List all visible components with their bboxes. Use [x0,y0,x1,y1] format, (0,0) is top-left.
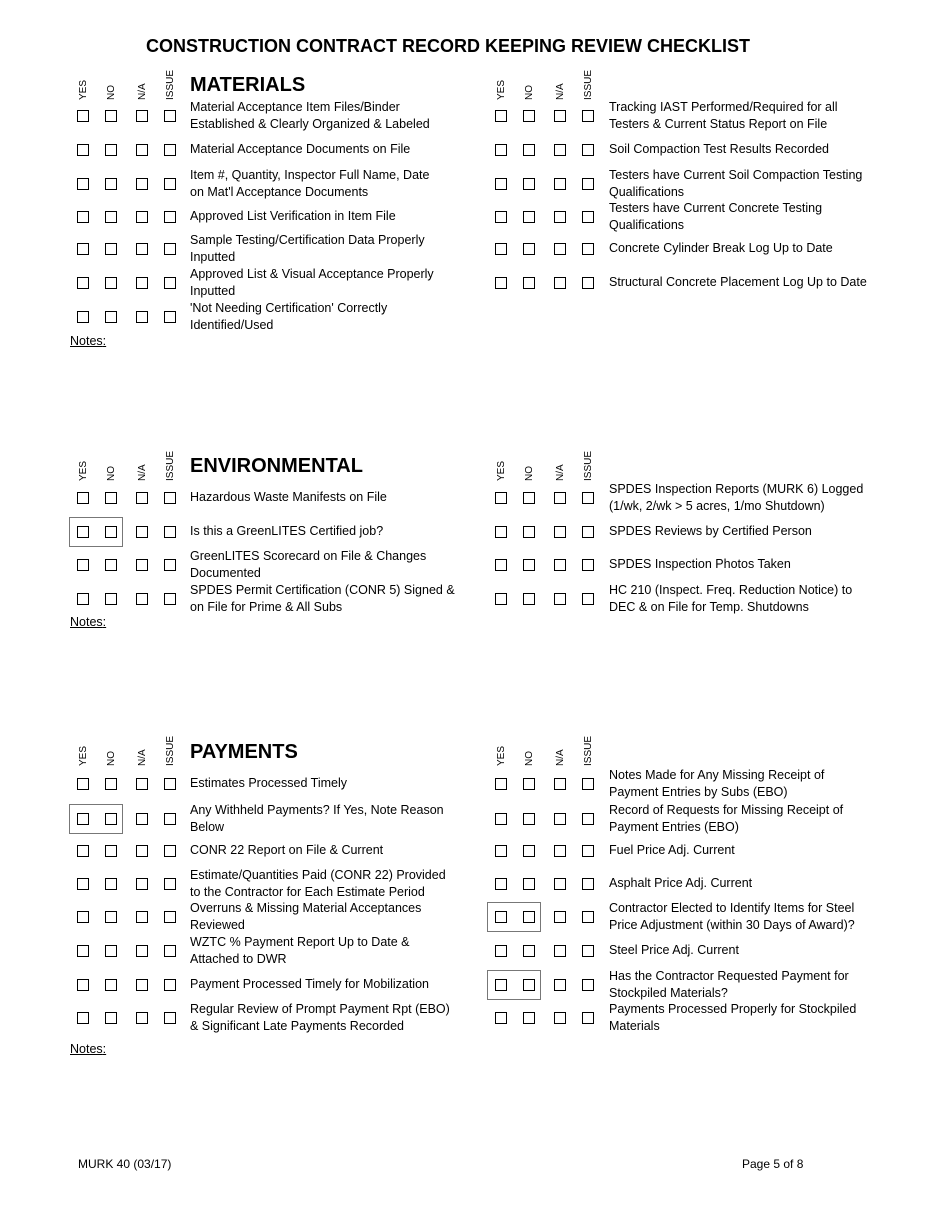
environmental-right-row-0-issue-checkbox[interactable] [582,492,594,504]
payments-right-row-2-label: Fuel Price Adj. Current [609,843,735,857]
payments-right-row-5-no-checkbox[interactable] [523,945,535,957]
materials-right-row-1-issue-checkbox[interactable] [582,144,594,156]
materials-left-row-6-label-line2: Identified/Used [190,318,274,332]
environmental-right-row-2-na-checkbox[interactable] [554,559,566,571]
payments-left-row-6-na-checkbox[interactable] [136,979,148,991]
payments-left-row-6-label: Payment Processed Timely for Mobilization [190,977,429,991]
payments-right-header-na: N/A [555,749,566,766]
payments-right-row-1-na-checkbox[interactable] [554,813,566,825]
environmental-left-row-1-na-checkbox[interactable] [136,526,148,538]
materials-left-row-4-issue-checkbox[interactable] [164,243,176,255]
payments-right-row-6-na-checkbox[interactable] [554,979,566,991]
environmental-right-row-3-issue-checkbox[interactable] [582,593,594,605]
materials-notes-text: Notes [70,334,103,348]
payments-left-row-4-na-checkbox[interactable] [136,911,148,923]
payments-left-row-0-na-checkbox[interactable] [136,778,148,790]
materials-right-row-5-na-checkbox[interactable] [554,277,566,289]
payments-right-row-4-label-line2: Price Adjustment (within 30 Days of Award)? [609,918,855,932]
materials-left-row-2-no-checkbox[interactable] [105,178,117,190]
materials-right-row-4-no-checkbox[interactable] [523,243,535,255]
materials-right-row-0-na-checkbox[interactable] [554,110,566,122]
environmental-left-header-issue: ISSUE [165,450,176,481]
payments-right-row-0-label-line2: Payment Entries by Subs (EBO) [609,785,788,799]
materials-right-row-3-issue-checkbox[interactable] [582,211,594,223]
environmental-right-row-3-no-checkbox[interactable] [523,593,535,605]
materials-left-row-3-issue-checkbox[interactable] [164,211,176,223]
materials-right-row-0-label-line1: Tracking IAST Performed/Required for all [609,100,838,114]
materials-right-row-4-yes-checkbox[interactable] [495,243,507,255]
payments-left-row-3-issue-checkbox[interactable] [164,878,176,890]
materials-left-row-6-issue-checkbox[interactable] [164,311,176,323]
payments-left-row-1-label-line2: Below [190,820,225,834]
materials-right-row-1-label: Soil Compaction Test Results Recorded [609,142,830,156]
payments-left-row-0-no-checkbox[interactable] [105,778,117,790]
materials-left-row-4-label-line2: Inputted [190,250,236,264]
materials-left-row-2-label-line2: on Mat'l Acceptance Documents [190,185,369,199]
environmental-left-row-1-issue-checkbox[interactable] [164,526,176,538]
payments-left-row-0-label: Estimates Processed Timely [190,776,347,790]
materials-left-row-1-no-checkbox[interactable] [105,144,117,156]
payments-right-row-7-na-checkbox[interactable] [554,1012,566,1024]
materials-right-row-3-label-line2: Qualifications [609,218,685,232]
materials-right-row-5-issue-checkbox[interactable] [582,277,594,289]
payments-right-row-7-label-line2: Materials [609,1019,660,1033]
payments-left-row-7-na-checkbox[interactable] [136,1012,148,1024]
environmental-left-row-0-yes-checkbox[interactable] [77,492,89,504]
payments-right-row-1-label-line1: Record of Requests for Missing Receipt of [609,803,844,817]
environmental-right-row-1-label: SPDES Reviews by Certified Person [609,524,812,538]
payments-left-row-2-label: CONR 22 Report on File & Current [190,843,384,857]
materials-left-row-4-no-checkbox[interactable] [105,243,117,255]
materials-right-row-0-no-checkbox[interactable] [523,110,535,122]
environmental-section-title: ENVIRONMENTAL [190,455,363,477]
payments-left-row-4-issue-checkbox[interactable] [164,911,176,923]
environmental-left-row-3-na-checkbox[interactable] [136,593,148,605]
materials-left-row-0-no-checkbox[interactable] [105,110,117,122]
payments-right-row-1-no-checkbox[interactable] [523,813,535,825]
environmental-left-row-0-label: Hazardous Waste Manifests on File [190,490,387,504]
environmental-right-header-issue: ISSUE [583,450,594,481]
payments-left-row-4-no-checkbox[interactable] [105,911,117,923]
environmental-left-row-1-label: Is this a GreenLITES Certified job? [190,524,384,538]
environmental-left-row-2-label-line1: GreenLITES Scorecard on File & Changes [190,549,427,563]
materials-left-row-1-issue-checkbox[interactable] [164,144,176,156]
payments-right-row-7-label-line1: Payments Processed Properly for Stockpiled [609,1002,857,1016]
environmental-left-row-3-no-checkbox[interactable] [105,593,117,605]
environmental-left-row-1-no-checkbox[interactable] [105,526,117,538]
payments-left-row-7-label-line2: & Significant Late Payments Recorded [190,1019,405,1033]
environmental-left-row-2-yes-checkbox[interactable] [77,559,89,571]
payments-left-row-5-label-line2: Attached to DWR [190,952,287,966]
materials-left-row-6-no-checkbox[interactable] [105,311,117,323]
payments-left-row-1-no-checkbox[interactable] [105,813,117,825]
materials-left-row-6-yes-checkbox[interactable] [77,311,89,323]
materials-left-row-4-label-line1: Sample Testing/Certification Data Properly [190,233,425,247]
environmental-right-row-0-label-line2: (1/wk, 2/wk > 5 acres, 1/mo Shutdown) [609,499,825,513]
materials-left-header-na: N/A [137,83,148,100]
materials-right-header-no: NO [524,85,535,100]
materials-right-row-2-label-line2: Qualifications [609,185,685,199]
environmental-left-row-0-issue-checkbox[interactable] [164,492,176,504]
materials-right-row-5-label: Structural Concrete Placement Log Up to Date [609,275,867,289]
materials-left-row-2-issue-checkbox[interactable] [164,178,176,190]
payments-left-row-5-no-checkbox[interactable] [105,945,117,957]
payments-left-row-4-label-line2: Reviewed [190,918,245,932]
payments-left-row-0-issue-checkbox[interactable] [164,778,176,790]
payments-right-row-1-yes-checkbox[interactable] [495,813,507,825]
payments-left-row-3-yes-checkbox[interactable] [77,878,89,890]
environmental-right-row-1-issue-checkbox[interactable] [582,526,594,538]
materials-left-row-0-label-line2: Established & Clearly Organized & Labeled [190,117,430,131]
payments-right-header-yes: YES [496,745,507,766]
materials-left-header-yes: YES [78,79,89,100]
materials-right-row-1-na-checkbox[interactable] [554,144,566,156]
environmental-left-row-3-issue-checkbox[interactable] [164,593,176,605]
payments-left-row-7-yes-checkbox[interactable] [77,1012,89,1024]
materials-left-header-issue: ISSUE [165,69,176,100]
payments-left-row-6-no-checkbox[interactable] [105,979,117,991]
payments-right-header-no: NO [524,751,535,766]
environmental-right-row-3-label-line1: HC 210 (Inspect. Freq. Reduction Notice) to [609,583,853,597]
environmental-left-row-2-no-checkbox[interactable] [105,559,117,571]
payments-right-row-5-label: Steel Price Adj. Current [609,943,739,957]
materials-left-row-3-label: Approved List Verification in Item File [190,209,396,223]
payments-left-row-3-na-checkbox[interactable] [136,878,148,890]
payments-left-row-5-issue-checkbox[interactable] [164,945,176,957]
payments-right-row-6-yes-checkbox[interactable] [495,979,507,991]
materials-left-row-0-issue-checkbox[interactable] [164,110,176,122]
payments-right-row-7-yes-checkbox[interactable] [495,1012,507,1024]
payments-right-row-2-no-checkbox[interactable] [523,845,535,857]
payments-left-row-7-issue-checkbox[interactable] [164,1012,176,1024]
payments-right-row-6-label-line2: Stockpiled Materials? [609,986,728,1000]
payments-right-row-2-na-checkbox[interactable] [554,845,566,857]
environmental-left-header-no: NO [106,466,117,481]
materials-left-row-3-na-checkbox[interactable] [136,211,148,223]
payments-right-row-4-label-line1: Contractor Elected to Identify Items for Steel [609,901,855,915]
payments-left-row-7-no-checkbox[interactable] [105,1012,117,1024]
payments-right-row-0-issue-checkbox[interactable] [582,778,594,790]
payments-right-row-4-na-checkbox[interactable] [554,911,566,923]
payments-left-header-no: NO [106,751,117,766]
materials-left-row-6-label-line1: 'Not Needing Certification' Correctly [190,301,388,315]
materials-left-row-4-na-checkbox[interactable] [136,243,148,255]
payments-left-row-7-label-line1: Regular Review of Prompt Payment Rpt (EBO) [190,1002,450,1016]
materials-left-row-5-label-line2: Inputted [190,284,236,298]
payments-right-row-6-label-line1: Has the Contractor Requested Payment for [609,969,849,983]
materials-right-row-4-label: Concrete Cylinder Break Log Up to Date [609,241,833,255]
payments-left-row-4-label-line1: Overruns & Missing Material Acceptances [190,901,422,915]
materials-left-row-0-yes-checkbox[interactable] [77,110,89,122]
payments-right-row-5-yes-checkbox[interactable] [495,945,507,957]
payments-right-row-6-no-checkbox[interactable] [523,979,535,991]
materials-left-row-2-na-checkbox[interactable] [136,178,148,190]
materials-right-row-0-label-line2: Testers & Current Status Report on File [609,117,828,131]
payments-right-row-0-na-checkbox[interactable] [554,778,566,790]
payments-right-row-5-issue-checkbox[interactable] [582,945,594,957]
payments-left-row-5-na-checkbox[interactable] [136,945,148,957]
payments-left-row-3-no-checkbox[interactable] [105,878,117,890]
materials-left-row-1-yes-checkbox[interactable] [77,144,89,156]
payments-right-row-7-issue-checkbox[interactable] [582,1012,594,1024]
payments-right-row-0-label-line1: Notes Made for Any Missing Receipt of [609,768,825,782]
environmental-right-row-2-yes-checkbox[interactable] [495,559,507,571]
materials-left-row-3-yes-checkbox[interactable] [77,211,89,223]
form-id: MURK 40 (03/17) [78,1157,172,1171]
page-number: Page 5 of 8 [742,1157,804,1171]
materials-left-row-1-label: Material Acceptance Documents on File [190,142,411,156]
payments-left-row-1-issue-checkbox[interactable] [164,813,176,825]
environmental-left-row-2-na-checkbox[interactable] [136,559,148,571]
environmental-left-row-1-yes-checkbox[interactable] [77,526,89,538]
environmental-right-row-2-no-checkbox[interactable] [523,559,535,571]
environmental-left-row-2-label-line2: Documented [190,566,261,580]
materials-left-row-2-yes-checkbox[interactable] [77,178,89,190]
environmental-right-row-3-yes-checkbox[interactable] [495,593,507,605]
payments-right-header-issue: ISSUE [583,735,594,766]
environmental-left-header-yes: YES [78,460,89,481]
materials-left-row-2-label-line1: Item #, Quantity, Inspector Full Name, Date [190,168,430,182]
materials-right-header-yes: YES [496,79,507,100]
payments-right-row-6-issue-checkbox[interactable] [582,979,594,991]
materials-right-row-2-no-checkbox[interactable] [523,178,535,190]
materials-left-row-5-na-checkbox[interactable] [136,277,148,289]
environmental-right-header-na: N/A [555,464,566,481]
payments-right-row-7-no-checkbox[interactable] [523,1012,535,1024]
materials-right-row-3-no-checkbox[interactable] [523,211,535,223]
payments-left-row-3-label-line2: to the Contractor for Each Estimate Period [190,885,425,899]
materials-left-row-5-label-line1: Approved List & Visual Acceptance Properly [190,267,434,281]
materials-right-row-1-yes-checkbox[interactable] [495,144,507,156]
materials-left-row-5-yes-checkbox[interactable] [77,277,89,289]
environmental-right-row-1-na-checkbox[interactable] [554,526,566,538]
payments-left-row-6-issue-checkbox[interactable] [164,979,176,991]
materials-right-header-na: N/A [555,83,566,100]
materials-left-row-0-na-checkbox[interactable] [136,110,148,122]
materials-notes-label: Notes: [70,334,107,348]
materials-right-header-issue: ISSUE [583,69,594,100]
payments-right-row-2-issue-checkbox[interactable] [582,845,594,857]
payments-right-row-4-no-checkbox[interactable] [523,911,535,923]
materials-left-row-1-na-checkbox[interactable] [136,144,148,156]
materials-left-row-4-yes-checkbox[interactable] [77,243,89,255]
environmental-right-row-0-label-line1: SPDES Inspection Reports (MURK 6) Logged [609,482,864,496]
payments-right-row-1-issue-checkbox[interactable] [582,813,594,825]
environmental-right-header-yes: YES [496,460,507,481]
materials-left-row-0-label-line1: Material Acceptance Item Files/Binder [190,100,400,114]
environmental-right-header-no: NO [524,466,535,481]
environmental-left-header-na: N/A [137,464,148,481]
payments-left-row-1-na-checkbox[interactable] [136,813,148,825]
materials-right-row-2-label-line1: Testers have Current Soil Compaction Testing [609,168,863,182]
materials-right-row-4-issue-checkbox[interactable] [582,243,594,255]
materials-right-row-4-na-checkbox[interactable] [554,243,566,255]
materials-left-row-6-na-checkbox[interactable] [136,311,148,323]
payments-left-row-5-label-line1: WZTC % Payment Report Up to Date & [190,935,410,949]
payments-right-row-3-yes-checkbox[interactable] [495,878,507,890]
environmental-left-row-3-label-line1: SPDES Permit Certification (CONR 5) Signed & [190,583,455,597]
materials-right-row-0-issue-checkbox[interactable] [582,110,594,122]
materials-right-row-3-label-line1: Testers have Current Concrete Testing [609,201,823,215]
payments-left-row-6-yes-checkbox[interactable] [77,979,89,991]
payments-right-row-5-na-checkbox[interactable] [554,945,566,957]
environmental-right-row-1-no-checkbox[interactable] [523,526,535,538]
materials-section-title: MATERIALS [190,74,306,96]
environmental-notes-label: Notes: [70,615,107,629]
environmental-right-row-1-yes-checkbox[interactable] [495,526,507,538]
environmental-notes-text: Notes [70,615,103,629]
environmental-left-row-2-issue-checkbox[interactable] [164,559,176,571]
payments-right-row-3-label: Asphalt Price Adj. Current [609,876,753,890]
payments-right-row-4-yes-checkbox[interactable] [495,911,507,923]
payments-left-row-4-yes-checkbox[interactable] [77,911,89,923]
payments-notes-text: Notes [70,1042,103,1056]
materials-right-row-5-no-checkbox[interactable] [523,277,535,289]
materials-right-row-2-yes-checkbox[interactable] [495,178,507,190]
materials-right-row-1-no-checkbox[interactable] [523,144,535,156]
payments-left-row-1-yes-checkbox[interactable] [77,813,89,825]
materials-left-header-no: NO [106,85,117,100]
environmental-right-row-2-label: SPDES Inspection Photos Taken [609,557,791,571]
payments-right-row-0-no-checkbox[interactable] [523,778,535,790]
materials-left-row-5-no-checkbox[interactable] [105,277,117,289]
payments-left-row-5-yes-checkbox[interactable] [77,945,89,957]
materials-left-row-5-issue-checkbox[interactable] [164,277,176,289]
environmental-right-row-0-no-checkbox[interactable] [523,492,535,504]
payments-left-row-3-label-line1: Estimate/Quantities Paid (CONR 22) Provided [190,868,446,882]
payments-left-header-yes: YES [78,745,89,766]
payments-right-row-3-na-checkbox[interactable] [554,878,566,890]
payments-left-row-0-yes-checkbox[interactable] [77,778,89,790]
payments-left-row-2-na-checkbox[interactable] [136,845,148,857]
payments-right-row-0-yes-checkbox[interactable] [495,778,507,790]
environmental-right-row-3-label-line2: DEC & on File for Temp. Shutdowns [609,600,809,614]
payments-right-row-4-issue-checkbox[interactable] [582,911,594,923]
environmental-right-row-0-yes-checkbox[interactable] [495,492,507,504]
payments-left-row-2-no-checkbox[interactable] [105,845,117,857]
page-title: CONSTRUCTION CONTRACT RECORD KEEPING REVIEW CHECKLIST [146,36,751,56]
environmental-left-row-3-yes-checkbox[interactable] [77,593,89,605]
environmental-left-row-0-no-checkbox[interactable] [105,492,117,504]
materials-right-row-3-na-checkbox[interactable] [554,211,566,223]
materials-left-row-3-no-checkbox[interactable] [105,211,117,223]
payments-left-row-2-yes-checkbox[interactable] [77,845,89,857]
materials-right-row-5-yes-checkbox[interactable] [495,277,507,289]
payments-left-row-2-issue-checkbox[interactable] [164,845,176,857]
payments-right-row-3-issue-checkbox[interactable] [582,878,594,890]
materials-right-row-2-issue-checkbox[interactable] [582,178,594,190]
payments-right-row-3-no-checkbox[interactable] [523,878,535,890]
materials-right-row-2-na-checkbox[interactable] [554,178,566,190]
environmental-left-row-0-na-checkbox[interactable] [136,492,148,504]
environmental-right-row-3-na-checkbox[interactable] [554,593,566,605]
environmental-left-row-3-label-line2: on File for Prime & All Subs [190,600,343,614]
materials-right-row-3-yes-checkbox[interactable] [495,211,507,223]
payments-notes-label: Notes: [70,1042,107,1056]
payments-right-row-1-label-line2: Payment Entries (EBO) [609,820,739,834]
environmental-right-row-0-na-checkbox[interactable] [554,492,566,504]
payments-left-row-1-label-line1: Any Withheld Payments? If Yes, Note Reason [190,803,444,817]
materials-right-row-0-yes-checkbox[interactable] [495,110,507,122]
payments-section-title: PAYMENTS [190,741,298,763]
payments-left-header-issue: ISSUE [165,735,176,766]
payments-left-header-na: N/A [137,749,148,766]
payments-right-row-2-yes-checkbox[interactable] [495,845,507,857]
environmental-right-row-2-issue-checkbox[interactable] [582,559,594,571]
